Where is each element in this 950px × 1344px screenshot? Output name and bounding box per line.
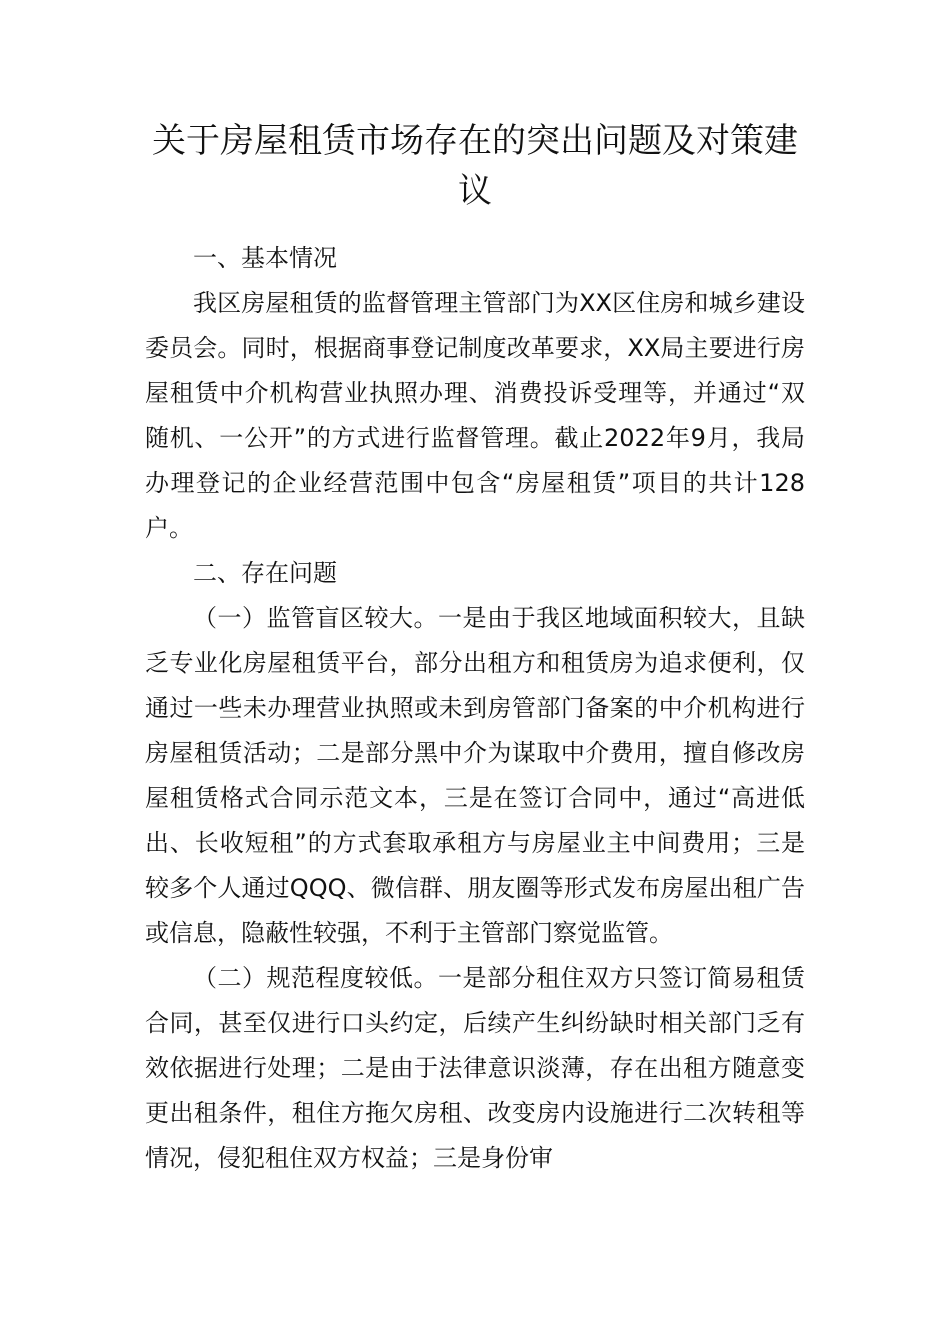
paragraph: （一）监管盲区较大。一是由于我区地域面积较大，且缺乏专业化房屋租赁平台，部分出租方和租赁房为追求便利，仅通过一些未办理营业执照或未到房管部门备案的中介机构进行房屋租赁活动；二是部分黑中介为谋取中介费用，擅自修改房屋租赁格式合同示范文本，三是在签订合同中，通过“高进低出、长收短租”的方式套取承租方与房屋业主中间费用；三是较多个人通过QQQ、微信群、朋友圈等形式发布房屋出租广告或信息，隐蔽性较强，不利于主管部门察觉监管。 [145, 604, 805, 947]
paragraph: （二）规范程度较低。一是部分租住双方只签订简易租赁合同，甚至仅进行口头约定，后续产生纠纷缺时相关部门乏有效依据进行处理；二是由于法律意识淡薄，存在出租方随意变更出租条件，租住方拖欠房租、改变房内设施进行二次转租等情况，侵犯租住双方权益；三是身份审 [145, 964, 805, 1172]
section-heading: 一、基本情况 [193, 244, 337, 272]
section-heading: 二、存在问题 [193, 559, 337, 587]
document-title: 关于房屋租赁市场存在的突出问题及对策建议 [152, 121, 798, 211]
document-body [145, 236, 805, 1181]
paragraph: 我区房屋租赁的监督管理主管部门为XX区住房和城乡建设委员会。同时，根据商事登记制度改革要求，XX局主要进行房屋租赁中介机构营业执照办理、消费投诉受理等，并通过“双随机、一公开”的方式进行监督管理。截止2022年9月，我局办理登记的企业经营范围中包含“房屋租赁”项目的共计128户。 [145, 289, 805, 542]
